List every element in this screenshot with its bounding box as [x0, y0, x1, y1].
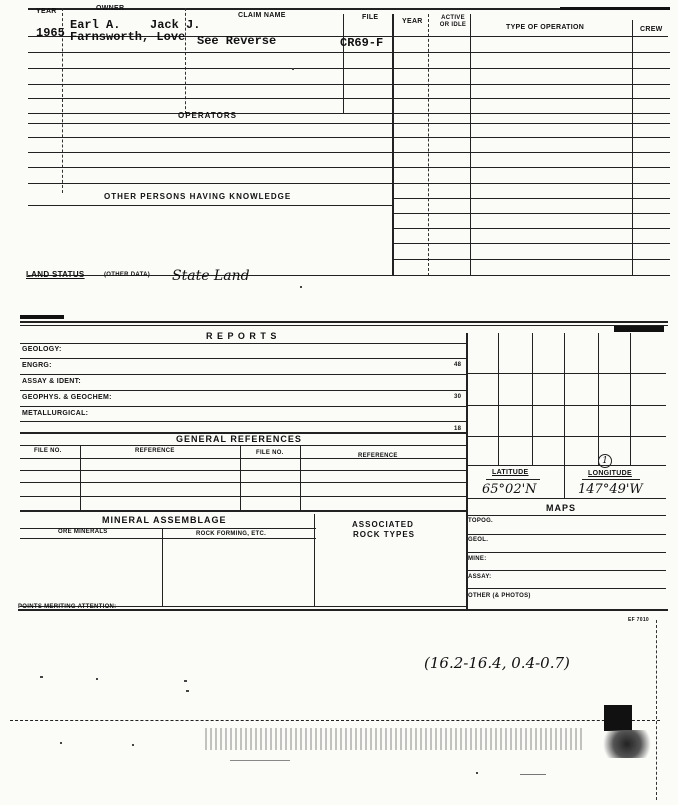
report-row-num: 18: [454, 426, 462, 432]
latitude-value: 65°02'N: [482, 482, 537, 497]
grid-col: [532, 333, 533, 465]
row-line: [20, 406, 466, 407]
grid-row: [466, 465, 666, 466]
report-row-label: METALLURGICAL:: [22, 410, 89, 417]
row-line: [28, 84, 670, 85]
col-year-header: YEAR: [36, 8, 57, 15]
report-row-num: 48: [454, 362, 462, 368]
col-crew-header: CREW: [640, 26, 663, 33]
circle-mark: 1: [598, 454, 612, 468]
col-divider: [162, 528, 163, 606]
scan-mark: [604, 705, 632, 731]
row-line: [28, 52, 670, 53]
speck: [292, 68, 294, 70]
row-line: [466, 570, 666, 571]
mineral-assemblage-title: MINERAL ASSEMBLAGE: [102, 515, 227, 525]
grid-col: [498, 333, 499, 465]
row-line: [20, 390, 466, 391]
entry-owner-line1: Earl A.: [70, 18, 121, 32]
row-line: [28, 183, 670, 184]
points-meriting-label: POINTS MERITING ATTENTION:: [18, 604, 117, 610]
speck: [520, 774, 546, 775]
row-line: [20, 458, 466, 459]
grid-row: [466, 436, 666, 437]
row-line: [28, 123, 670, 124]
latitude-underline: [486, 479, 540, 480]
scan-mark: [560, 7, 670, 10]
row-line: [28, 113, 670, 114]
longitude-label: LONGITUDE: [588, 470, 632, 477]
grid-row: [466, 373, 666, 374]
ore-minerals-header: ORE MINERALS: [58, 529, 108, 535]
speck: [96, 678, 98, 680]
other-persons-label: OTHER PERSONS HAVING KNOWLEDGE: [104, 192, 292, 201]
latitude-label: LATITUDE: [492, 469, 529, 476]
col-divider: [470, 14, 471, 276]
entry-owner-line2: Farnsworth, Love: [70, 30, 186, 44]
col-divider: [428, 14, 429, 276]
form-number: EF 7010: [628, 617, 650, 623]
row-line: [392, 213, 670, 214]
row-line: [20, 470, 466, 471]
col-divider: [300, 445, 301, 510]
entry-owner-line1b: Jack J.: [150, 18, 201, 32]
right-edge-line: [656, 620, 657, 800]
maps-row-label: OTHER (& PHOTOS): [468, 593, 531, 599]
col-divider: [392, 14, 394, 276]
grid-row: [466, 405, 666, 406]
col-divider: [632, 20, 633, 276]
col-divider: [343, 14, 344, 114]
scan-smudge: [596, 730, 658, 758]
col-active-idle-header: ACTIVE OR IDLE: [439, 15, 467, 28]
operators-label: OPERATORS: [178, 111, 237, 120]
land-status-sub: (OTHER DATA): [104, 272, 151, 278]
scan-noise: [205, 728, 585, 750]
row-line: [392, 198, 670, 199]
land-status-value: State Land: [172, 268, 250, 284]
col-divider: [240, 445, 241, 510]
row-line: [466, 552, 666, 553]
associated-rock-types-line2: ROCK TYPES: [353, 530, 416, 539]
report-row-label: GEOLOGY:: [22, 346, 62, 353]
row-line: [466, 498, 666, 499]
coords-note: (16.2-16.4, 0.4-0.7): [424, 654, 570, 672]
col-file-header: FILE: [362, 14, 379, 21]
grid-col: [598, 333, 599, 465]
ref-header: FILE NO.: [34, 448, 62, 454]
row-line: [392, 243, 670, 244]
report-row-label: ENGRG:: [22, 362, 52, 369]
maps-row-label: MINE:: [468, 556, 487, 562]
row-line: [20, 421, 466, 422]
row-line: [392, 228, 670, 229]
general-references-title: GENERAL REFERENCES: [176, 434, 302, 444]
row-line: [20, 358, 466, 359]
row-line: [466, 588, 666, 589]
section-divider: [20, 510, 466, 512]
row-line: [20, 343, 466, 344]
rock-forming-header: ROCK FORMING, ETC.: [196, 531, 267, 537]
col-year2-header: YEAR: [402, 18, 423, 25]
row-line: [392, 259, 670, 260]
scan-mark: [20, 315, 64, 319]
entry-file: CR69-F: [340, 36, 384, 50]
row-line: [20, 445, 466, 446]
grid-col: [630, 333, 631, 465]
report-row-label: GEOPHYS. & GEOCHEM:: [22, 394, 112, 401]
col-divider: [314, 514, 315, 606]
ref-header: REFERENCE: [358, 453, 398, 459]
maps-row-label: TOPOG.: [468, 518, 494, 524]
col-type-operation-header: TYPE OF OPERATION: [506, 24, 585, 31]
speck: [184, 680, 187, 682]
report-row-label: ASSAY & IDENT:: [22, 378, 82, 385]
row-line: [28, 68, 670, 69]
speck: [60, 742, 62, 744]
col-owner-header: OWNER: [96, 5, 125, 12]
speck: [132, 744, 134, 746]
row-line: [20, 374, 466, 375]
grid-col: [564, 333, 565, 498]
speck: [300, 286, 302, 288]
speck: [476, 772, 478, 774]
speck: [40, 676, 43, 678]
row-line: [466, 534, 666, 535]
col-divider: [80, 445, 81, 510]
row-line: [28, 98, 670, 99]
lower-top-border: [20, 325, 668, 326]
row-line: [20, 496, 466, 497]
row-line: [20, 482, 466, 483]
row-line: [28, 152, 670, 153]
maps-row-label: GEOL.: [468, 537, 489, 543]
reports-title: R E P O R T S: [206, 331, 278, 341]
row-line: [28, 137, 670, 138]
scan-mark: [614, 326, 664, 332]
row-line: [28, 167, 670, 168]
entry-claim-name: See Reverse: [197, 34, 277, 48]
longitude-value: 147°49'W: [578, 482, 643, 497]
longitude-underline: [582, 479, 640, 480]
entry-year: 1965: [36, 26, 65, 40]
report-row-num: 30: [454, 394, 462, 400]
land-status-label: LAND STATUS: [26, 270, 85, 279]
maps-title: MAPS: [546, 503, 577, 513]
row-line: [20, 538, 316, 539]
ref-header: REFERENCE: [135, 448, 175, 454]
ref-header: FILE NO.: [256, 450, 284, 456]
maps-row-label: ASSAY:: [468, 574, 492, 580]
speck: [230, 760, 290, 761]
row-line: [466, 515, 666, 516]
associated-rock-types-line1: ASSOCIATED: [352, 520, 414, 529]
row-line: [28, 205, 392, 206]
col-claim-name-header: CLAIM NAME: [238, 12, 286, 19]
lower-top-border: [20, 321, 668, 323]
speck: [186, 690, 189, 692]
col-divider: [466, 333, 468, 609]
scan-line: [10, 720, 660, 721]
